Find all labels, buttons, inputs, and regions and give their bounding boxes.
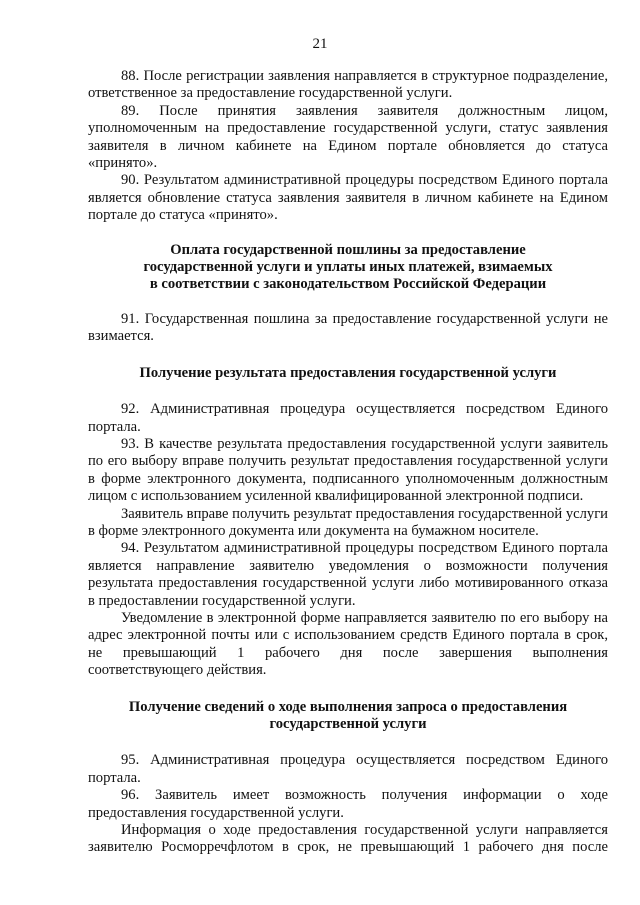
section-heading-result (88, 365, 608, 382)
paragraph-89: 89. После принятия заявления заявителя должностным лицом, уполномоченным на предоставление государственной услуги, статус заявления заявителя в личном кабинете на Едином портале обновляется до статуса «принято». (88, 102, 608, 172)
heading-line: государственной услуги и уплаты иных платежей, взимаемых (143, 259, 553, 276)
paragraph-93-note: Заявитель вправе получить результат предоставления государственной услуги в форме электронного документа или документа на бумажном носителе. (88, 505, 608, 539)
page-number: 21 (312, 36, 328, 52)
heading-line: Получение сведений о ходе выполнения запроса о предоставления (128, 698, 568, 715)
paragraph-95: 95. Административная процедура осуществляется посредством Единого портала. (88, 752, 608, 786)
paragraph-96-note: Информация о ходе предоставления государственной услуги направляется заявителю Росморречфлотом в срок, не превышающий 1 рабочего дня после (88, 822, 608, 856)
paragraph-88: 88. После регистрации заявления направляется в структурное подразделение, ответственное за предоставление государственной услуги. (88, 68, 608, 102)
paragraph-96: 96. Заявитель имеет возможность получения информации о ходе предоставления государственной услуги. (88, 787, 608, 821)
heading-line: Получение результата предоставления государственной услуги (139, 364, 557, 381)
paragraph-94-note: Уведомление в электронной форме направляется заявителю по его выбору на адрес электронной почты или с использованием средств Единого портала в срок, не превышающий 1 рабочего дня после завершения выполнения соответствующего действия. (88, 609, 608, 679)
paragraph-94: 94. Результатом административной процедуры посредством Единого портала является направление заявителю уведомления о возможности получения результата предоставления государственной услуги либо мотивированного отказа в предоставлении государственной услуги. (88, 540, 608, 609)
section-heading-state-fee (88, 242, 608, 294)
heading-line: государственной услуги (269, 716, 427, 732)
section-heading-progress-info (88, 699, 608, 734)
paragraph-93: 93. В качестве результата предоставления государственной услуги заявитель по его выбору вправе получить результат предоставления государственной услуги в форме электронного документа, подписанного уполномоченным должностным лицом с использованием усиленной квалифицированной электронной подписи. (88, 435, 608, 505)
paragraph-90: 90. Результатом административной процедуры посредством Единого портала является обновление статуса заявления заявителя в личном кабинете на Едином портале до статуса «принято». (88, 172, 608, 224)
heading-line: Оплата государственной пошлины за предоставление (170, 241, 526, 258)
document-body (88, 68, 608, 857)
heading-line: в соответствии с законодательством Российской Федерации (149, 276, 547, 293)
paragraph-92: 92. Административная процедура осуществляется посредством Единого портала. (88, 401, 608, 435)
paragraph-91: 91. Государственная пошлина за предоставление государственной услуги не взимается. (88, 310, 608, 345)
